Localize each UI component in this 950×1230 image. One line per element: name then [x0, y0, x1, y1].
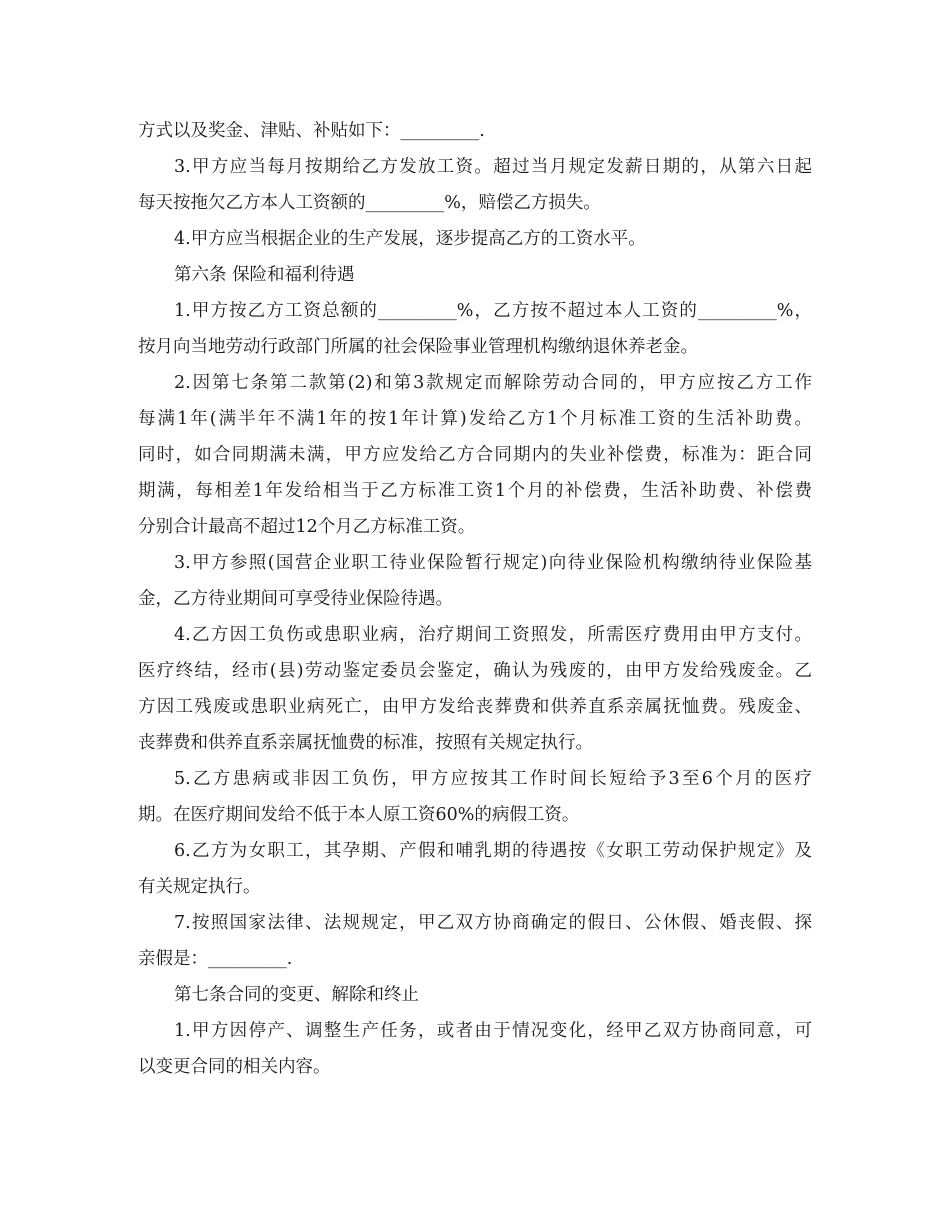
text-line-content: 第六条 保险和福利待遇	[174, 265, 355, 285]
text-line	[138, 509, 812, 545]
text-line-content: 医疗终结，经市(县)劳动鉴定委员会鉴定，确认为残废的，由甲方发给残废金。乙	[138, 661, 812, 681]
text-line-content: 7.按照国家法律、法规规定，甲乙双方协商确定的假日、公休假、婚丧假、探	[174, 913, 812, 933]
text-line	[138, 1049, 812, 1085]
text-line	[138, 905, 812, 941]
text-line-content: 4.甲方应当根据企业的生产发展，逐步提高乙方的工资水平。	[174, 229, 646, 249]
text-line-content: 第七条合同的变更、解除和终止	[174, 985, 419, 1005]
text-line-content: 5.乙方患病或非因工负伤，甲方应按其工作时间长短给予3至6个月的医疗	[174, 769, 812, 789]
text-line-content: 分别合计最高不超过12个月乙方标准工资。	[138, 517, 476, 537]
text-line	[138, 257, 812, 293]
text-line	[138, 869, 812, 905]
text-line-content: 期满，每相差1年发给相当于乙方标准工资1个月的补偿费，生活补助费、补偿费	[138, 481, 812, 501]
text-line-content: 同时，如合同期满未满，甲方应发给乙方合同期内的失业补偿费，标准为：距合同	[138, 445, 812, 465]
text-line	[138, 1013, 812, 1049]
text-line-content: 每天按拖欠乙方本人工资额的_________%，赔偿乙方损失。	[138, 193, 601, 213]
text-line	[138, 473, 812, 509]
text-line-content: 3.甲方参照(国营企业职工待业保险暂行规定)向待业保险机构缴纳待业保险基	[174, 553, 812, 573]
text-line-content: 有关规定执行。	[138, 877, 261, 897]
text-line	[138, 977, 812, 1013]
text-line	[138, 329, 812, 365]
text-line-content: 期。在医疗期间发给不低于本人原工资60%的病假工资。	[138, 805, 580, 825]
text-line	[138, 797, 812, 833]
text-line-content: 每满1年(满半年不满1年的按1年计算)发给乙方1个月标准工资的生活补助费。	[138, 409, 812, 429]
document-body	[138, 113, 812, 1085]
text-line-content: 丧葬费和供养直系亲属抚恤费的标准，按照有关规定执行。	[138, 733, 593, 753]
text-line-content: 1.甲方按乙方工资总额的_________%，乙方按不超过本人工资的_________%，	[174, 301, 812, 321]
text-line	[138, 941, 812, 977]
text-line	[138, 149, 812, 185]
text-line-content: 3.甲方应当每月按期给乙方发放工资。超过当月规定发薪日期的，从第六日起	[174, 157, 812, 177]
text-line	[138, 221, 812, 257]
text-line	[138, 617, 812, 653]
text-line	[138, 113, 812, 149]
text-line-content: 6.乙方为女职工，其孕期、产假和哺乳期的待遇按《女职工劳动保护规定》及	[174, 841, 812, 861]
text-line	[138, 833, 812, 869]
text-line-content: 亲假是：_________.	[138, 949, 293, 969]
text-line-content: 金，乙方待业期间可享受待业保险待遇。	[138, 589, 453, 609]
text-line	[138, 581, 812, 617]
text-line-content: 4.乙方因工负伤或患职业病，治疗期间工资照发，所需医疗费用由甲方支付。	[174, 625, 812, 645]
text-line	[138, 293, 812, 329]
text-line-content: 方式以及奖金、津贴、补贴如下：_________.	[138, 121, 485, 141]
text-line	[138, 545, 812, 581]
text-line-content: 方因工残废或患职业病死亡，由甲方发给丧葬费和供养直系亲属抚恤费。残废金、	[138, 697, 812, 717]
text-line	[138, 401, 812, 437]
text-line	[138, 725, 812, 761]
text-line	[138, 653, 812, 689]
text-line-content: 按月向当地劳动行政部门所属的社会保险事业管理机构缴纳退休养老金。	[138, 337, 698, 357]
text-line	[138, 365, 812, 401]
text-line	[138, 689, 812, 725]
text-line	[138, 761, 812, 797]
text-line	[138, 185, 812, 221]
text-line	[138, 437, 812, 473]
text-line-content: 2.因第七条第二款第(2)和第3款规定而解除劳动合同的，甲方应按乙方工作	[174, 373, 812, 393]
text-line-content: 1.甲方因停产、调整生产任务，或者由于情况变化，经甲乙双方协商同意，可	[174, 1021, 812, 1041]
text-line-content: 以变更合同的相关内容。	[138, 1057, 331, 1077]
